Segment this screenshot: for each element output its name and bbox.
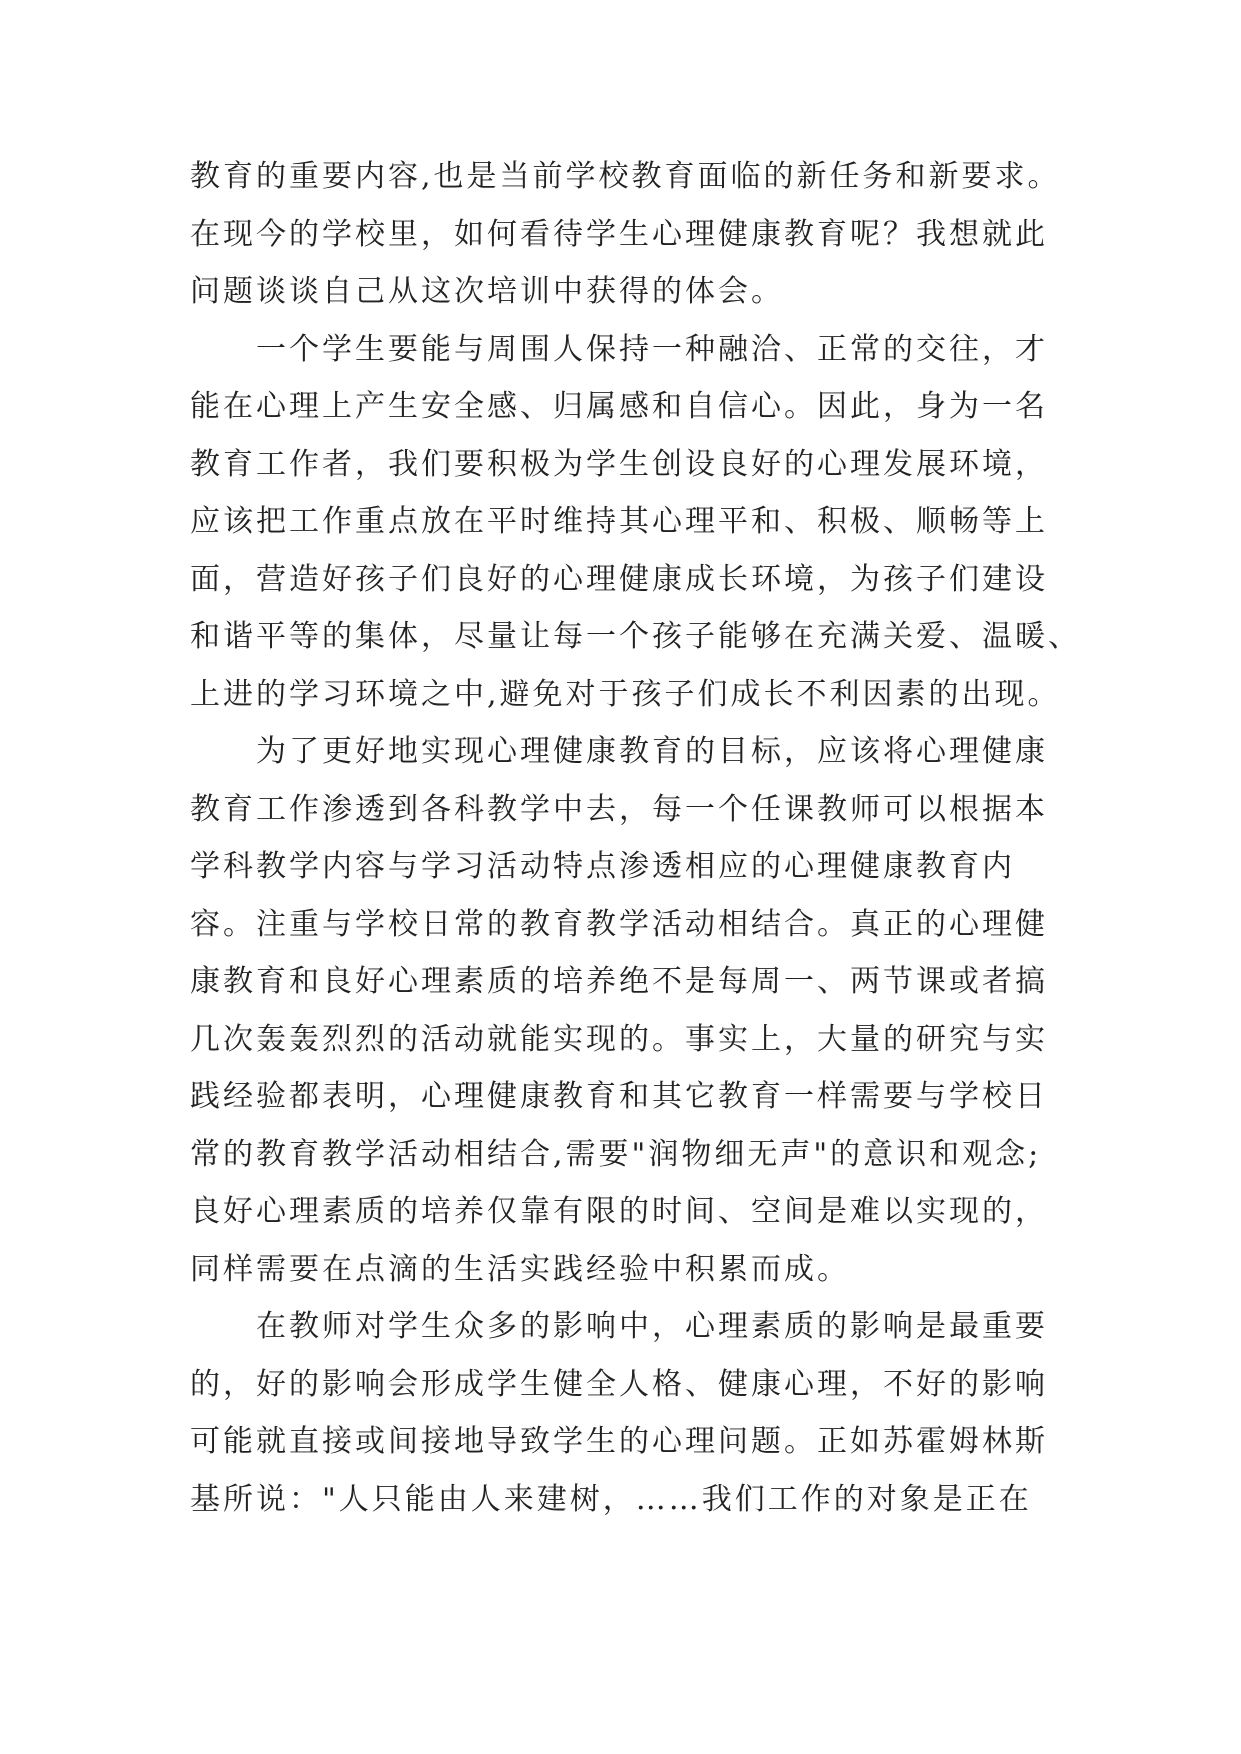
text-line: 面，营造好孩子们良好的心理健康成长环境，为孩子们建设 (190, 561, 1048, 597)
text-line: 基所说："人只能由人来建树，……我们工作的对象是正在 (190, 1481, 1032, 1517)
text-line: 能在心理上产生安全感、归属感和自信心。因此，身为一名 (190, 389, 1048, 424)
text-line: 应该把工作重点放在平时维持其心理平和、积极、顺畅等上 (190, 504, 1048, 539)
text-line: 可能就直接或间接地导致学生的心理问题。正如苏霍姆林斯 (190, 1424, 1048, 1459)
text-line: 和谐平等的集体，尽量让每一个孩子能够在充满关爱、温暖、 (190, 619, 1081, 654)
text-line: 一个学生要能与周围人保持一种融洽、正常的交往，才 (256, 331, 1048, 367)
text-line: 良好心理素质的培养仅靠有限的时间、空间是难以实现的， (190, 1194, 1048, 1229)
text-line: 康教育和良好心理素质的培养绝不是每周一、两节课或者搞 (190, 964, 1048, 999)
text-line: 同样需要在点滴的生活实践经验中积累而成。 (190, 1251, 850, 1287)
text-line: 教育工作渗透到各科教学中去，每一个任课教师可以根据本 (190, 791, 1048, 827)
paragraph (190, 148, 1090, 321)
text-line: 上进的学习环境之中,避免对于孩子们成长不利因素的出现。 (190, 676, 1061, 712)
text-line: 几次轰轰烈烈的活动就能实现的。事实上，大量的研究与实 (190, 1021, 1048, 1057)
paragraph (190, 1298, 1090, 1528)
text-line: 容。注重与学校日常的教育教学活动相结合。真正的心理健 (190, 906, 1048, 942)
body-text (190, 148, 1090, 1528)
text-line: 教育的重要内容,也是当前学校教育面临的新任务和新要求。 (190, 159, 1061, 194)
text-line: 问题谈谈自己从这次培训中获得的体会。 (190, 274, 784, 309)
text-line: 在现今的学校里，如何看待学生心理健康教育呢？我想就此 (190, 216, 1048, 252)
text-line: 在教师对学生众多的影响中，心理素质的影响是最重要 (256, 1309, 1048, 1344)
text-line: 践经验都表明，心理健康教育和其它教育一样需要与学校日 (190, 1079, 1048, 1114)
text-line: 常的教育教学活动相结合,需要"润物细无声"的意识和观念; (190, 1136, 1042, 1172)
paragraph (190, 723, 1090, 1298)
text-line: 教育工作者，我们要积极为学生创设良好的心理发展环境， (190, 446, 1048, 482)
paragraph (190, 321, 1090, 724)
text-line: 学科教学内容与学习活动特点渗透相应的心理健康教育内 (190, 849, 1015, 884)
text-line: 为了更好地实现心理健康教育的目标，应该将心理健康 (256, 734, 1048, 769)
text-line: 的，好的影响会形成学生健全人格、健康心理，不好的影响 (190, 1366, 1048, 1402)
